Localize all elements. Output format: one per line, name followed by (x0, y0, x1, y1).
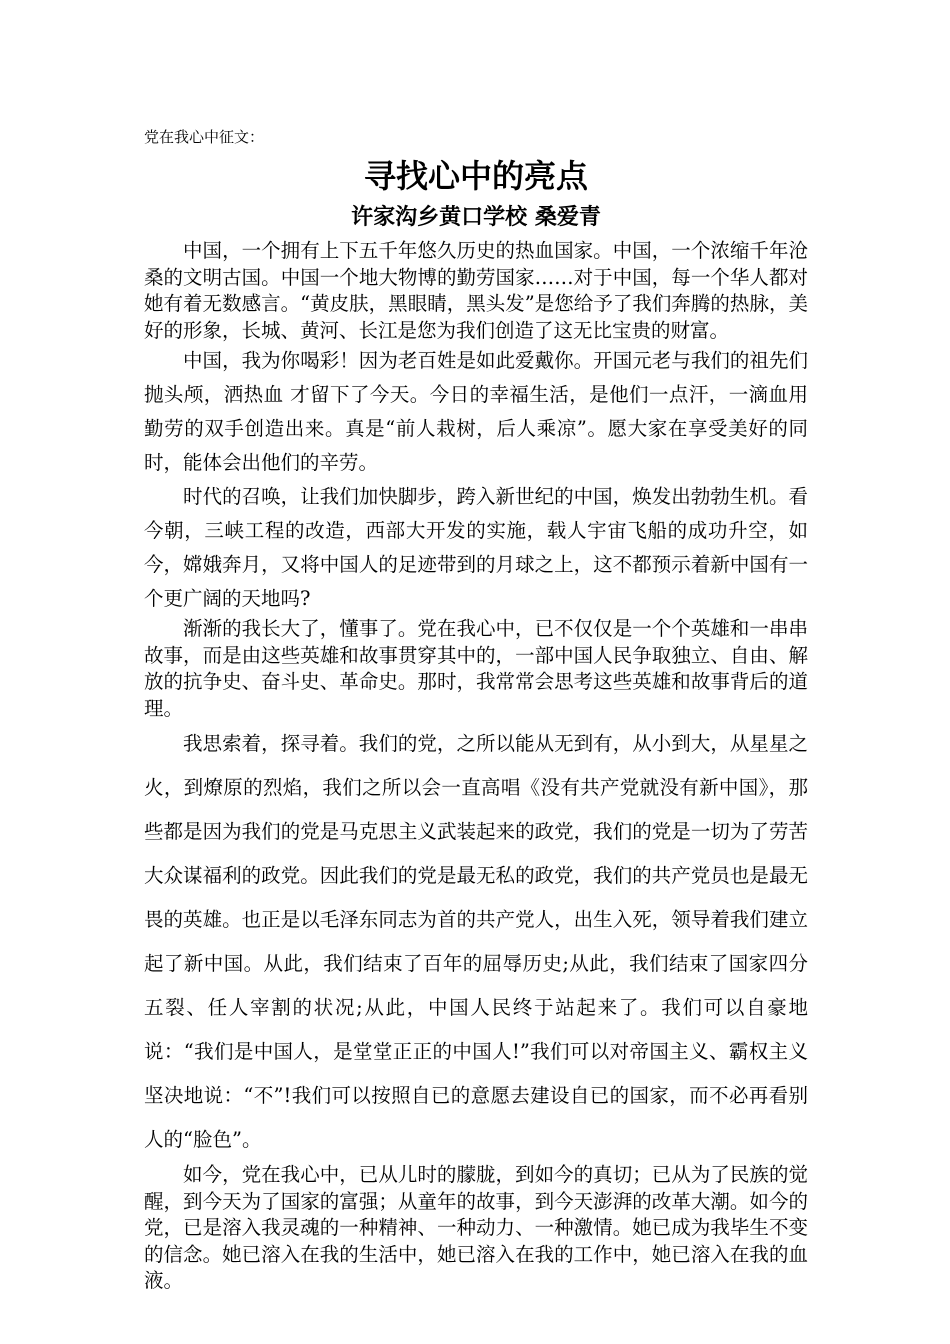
paragraph-4: 渐渐的我长大了，懂事了。党在我心中，已不仅仅是一个个英雄和一串串故事，而是由这些英雄和故事贯穿其中的，一部中国人民争取独立、自由、解放的抗争史、奋斗史、革命史。那时，我常常会思考这些英雄和故事背后的道理。 (144, 617, 808, 720)
paragraph-5: 我思索着，探寻着。我们的党，之所以能从无到有，从小到大，从星星之火，到燎原的烈焰，我们之所以会一直高唱《没有共产党就没有新中国》，那些都是因为我们的党是马克思主义武装起来的政党，我们的党是一切为了劳苦大众谋福利的政党。因此我们的党是最无私的政党，我们的共产党员也是最无畏的英雄。也正是以毛泽东同志为首的共产党人，出生入死，领导着我们建立起了新中国。从此，我们结束了百年的屈辱历史;从此，我们结束了国家四分五裂、任人宰割的状况;从此，中国人民终于站起来了。我们可以自豪地说：“我们是中国人，是堂堂正正的中国人!”我们可以对帝国主义、霸权主义坚决地说：“不”!我们可以按照自已的意愿去建设自已的国家，而不必再看别人的“脸色”。 (144, 732, 808, 1151)
essay-author: 许家沟乡黄口学校 桑爱青 (351, 205, 601, 230)
paragraph-6: 如今，党在我心中，已从儿时的朦胧，到如今的真切；已从为了民族的觉醒，到今天为了国家的富强；从童年的故事，到今天澎湃的改革大潮。如今的党，已是溶入我灵魂的一种精神、一种动力、一种激情。她已成为我毕生不变的信念。她已溶入在我的生活中，她已溶入在我的工作中，她已溶入在我的血液。 (144, 1163, 808, 1292)
paragraph-1: 中国，一个拥有上下五千年悠久历史的热血国家。中国，一个浓缩千年沧桑的文明古国。中国一个地大物博的勤劳国家……对于中国，每一个华人都对她有着无数感言。“黄皮肤，黑眼睛，黑头发”是您给予了我们奔腾的热脉，美好的形象，长城、黄河、长江是您为我们创造了这无比宝贵的财富。 (144, 239, 808, 342)
document-page (144, 126, 808, 1295)
essay-title: 寻找心中的亮点 (363, 157, 588, 195)
paragraph-2: 中国，我为你喝彩！因为老百姓是如此爱戴你。开国元老与我们的祖先们抛头颅，洒热血 才留下了今天。今日的幸福生活，是他们一点汗，一滴血用勤劳的双手创造出来。真是“前人栽树，后人乘凉”。愿大家在享受美好的同时，能体会出他们的辛劳。 (144, 349, 808, 474)
essay-category-label: 党在我心中征文： (144, 128, 265, 146)
paragraph-3: 时代的召唤，让我们加快脚步，跨入新世纪的中国，焕发出勃勃生机。看今朝，三峡工程的改造，西部大开发的实施，载人宇宙飞船的成功升空，如今，嫦娥奔月，又将中国人的足迹带到的月球之上，这不都预示着新中国有一个更广阔的天地吗? (144, 485, 808, 610)
